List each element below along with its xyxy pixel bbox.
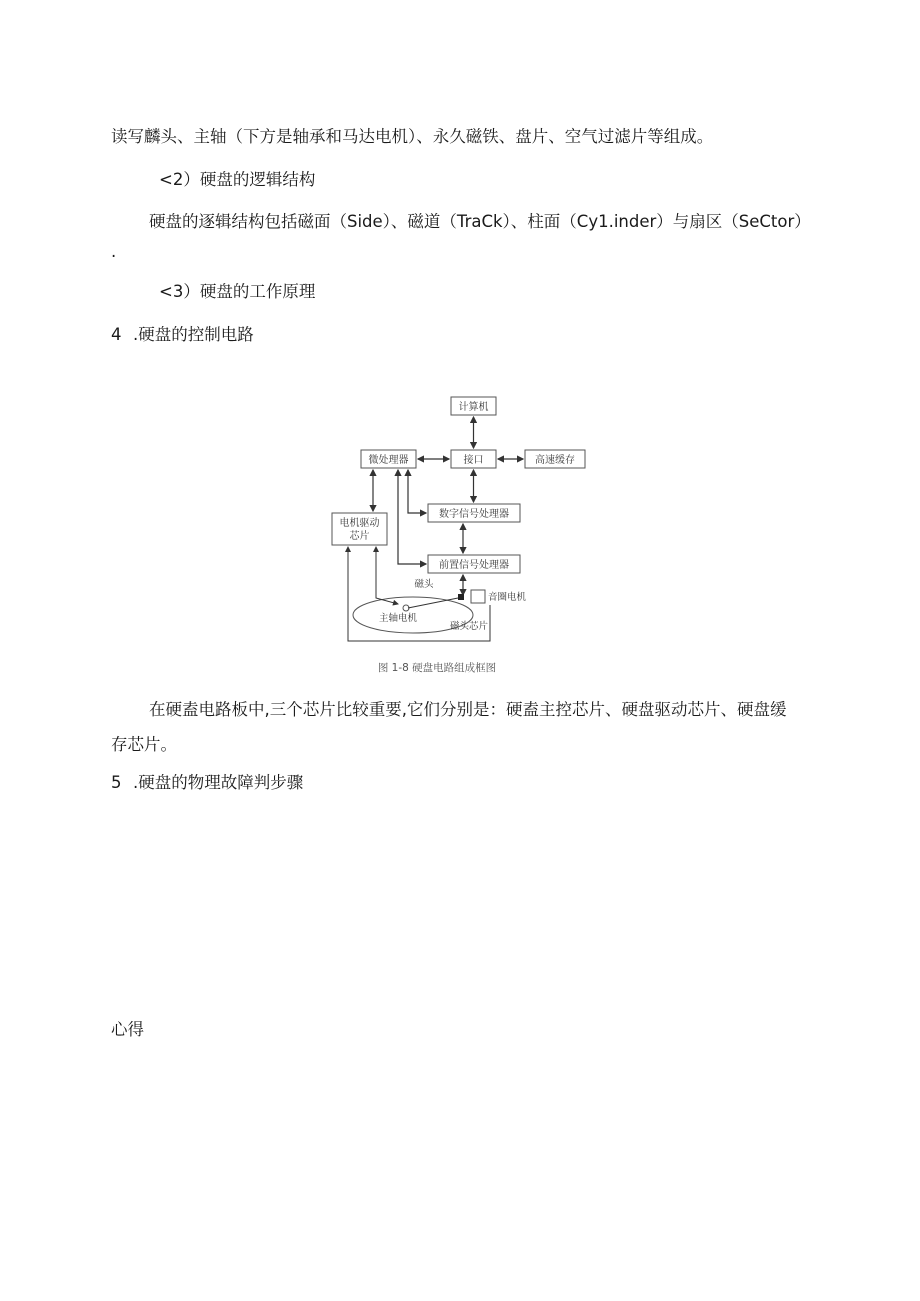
microprocessor-label: 微处理器 — [368, 455, 409, 466]
paragraph-components: 读写麟头、主轴（下方是轴承和马达电机）、永久磁铁、盘片、空气过滤片等组成。 — [111, 127, 714, 146]
figure-caption: 图 1-8 硬盘电路组成框图 — [377, 662, 497, 674]
interface-label: 接口 — [463, 455, 484, 466]
heading-logical-structure: <2）硬盘的逻辑结构 — [159, 170, 316, 189]
section-number-4: 4 — [111, 325, 122, 344]
head-chip-label: 磁头芯片 — [450, 621, 489, 632]
computer-label: 计算机 — [458, 402, 489, 413]
front-signal-label: 前置信号处理器 — [439, 560, 509, 571]
section-number-5: 5 — [111, 773, 122, 792]
heading-working-principle: <3）硬盘的工作原理 — [159, 282, 316, 301]
section-title-fault-steps: .硬盘的物理故障判步骤 — [133, 773, 304, 792]
spindle-label: 主轴电机 — [378, 613, 418, 624]
head-label: 磁头 — [414, 579, 434, 590]
paragraph-chips-line2: 存芯片。 — [111, 735, 177, 754]
heading-reflections: 心得 — [111, 1020, 144, 1039]
dsp-label: 数字信号处理器 — [439, 509, 509, 520]
motor-driver-label-line2: 芯片 — [349, 531, 370, 542]
motor-driver-label-line1: 电机驱动 — [339, 518, 380, 529]
voice-coil-box — [471, 590, 485, 603]
hard-disk-circuit-diagram — [328, 390, 575, 680]
paragraph-logical-structure: 硬盘的逐辑结构包括磁面（Side）、磁道（TraCk）、柱面（Cy1.inder）与扇区（SeCtor） — [149, 212, 811, 231]
paragraph-logical-structure-tail: . — [111, 242, 117, 261]
paragraph-chips-line1: 在硬盍电路板中,三个芯片比较重要,它们分别是：硬盍主控芯片、硬盘驱动芯片、硬盘缓 — [149, 700, 787, 719]
section-title-control-circuit: .硬盘的控制电路 — [133, 325, 254, 344]
voice-coil-label: 音圈电机 — [488, 592, 527, 603]
cache-label: 高速缓存 — [535, 455, 575, 466]
